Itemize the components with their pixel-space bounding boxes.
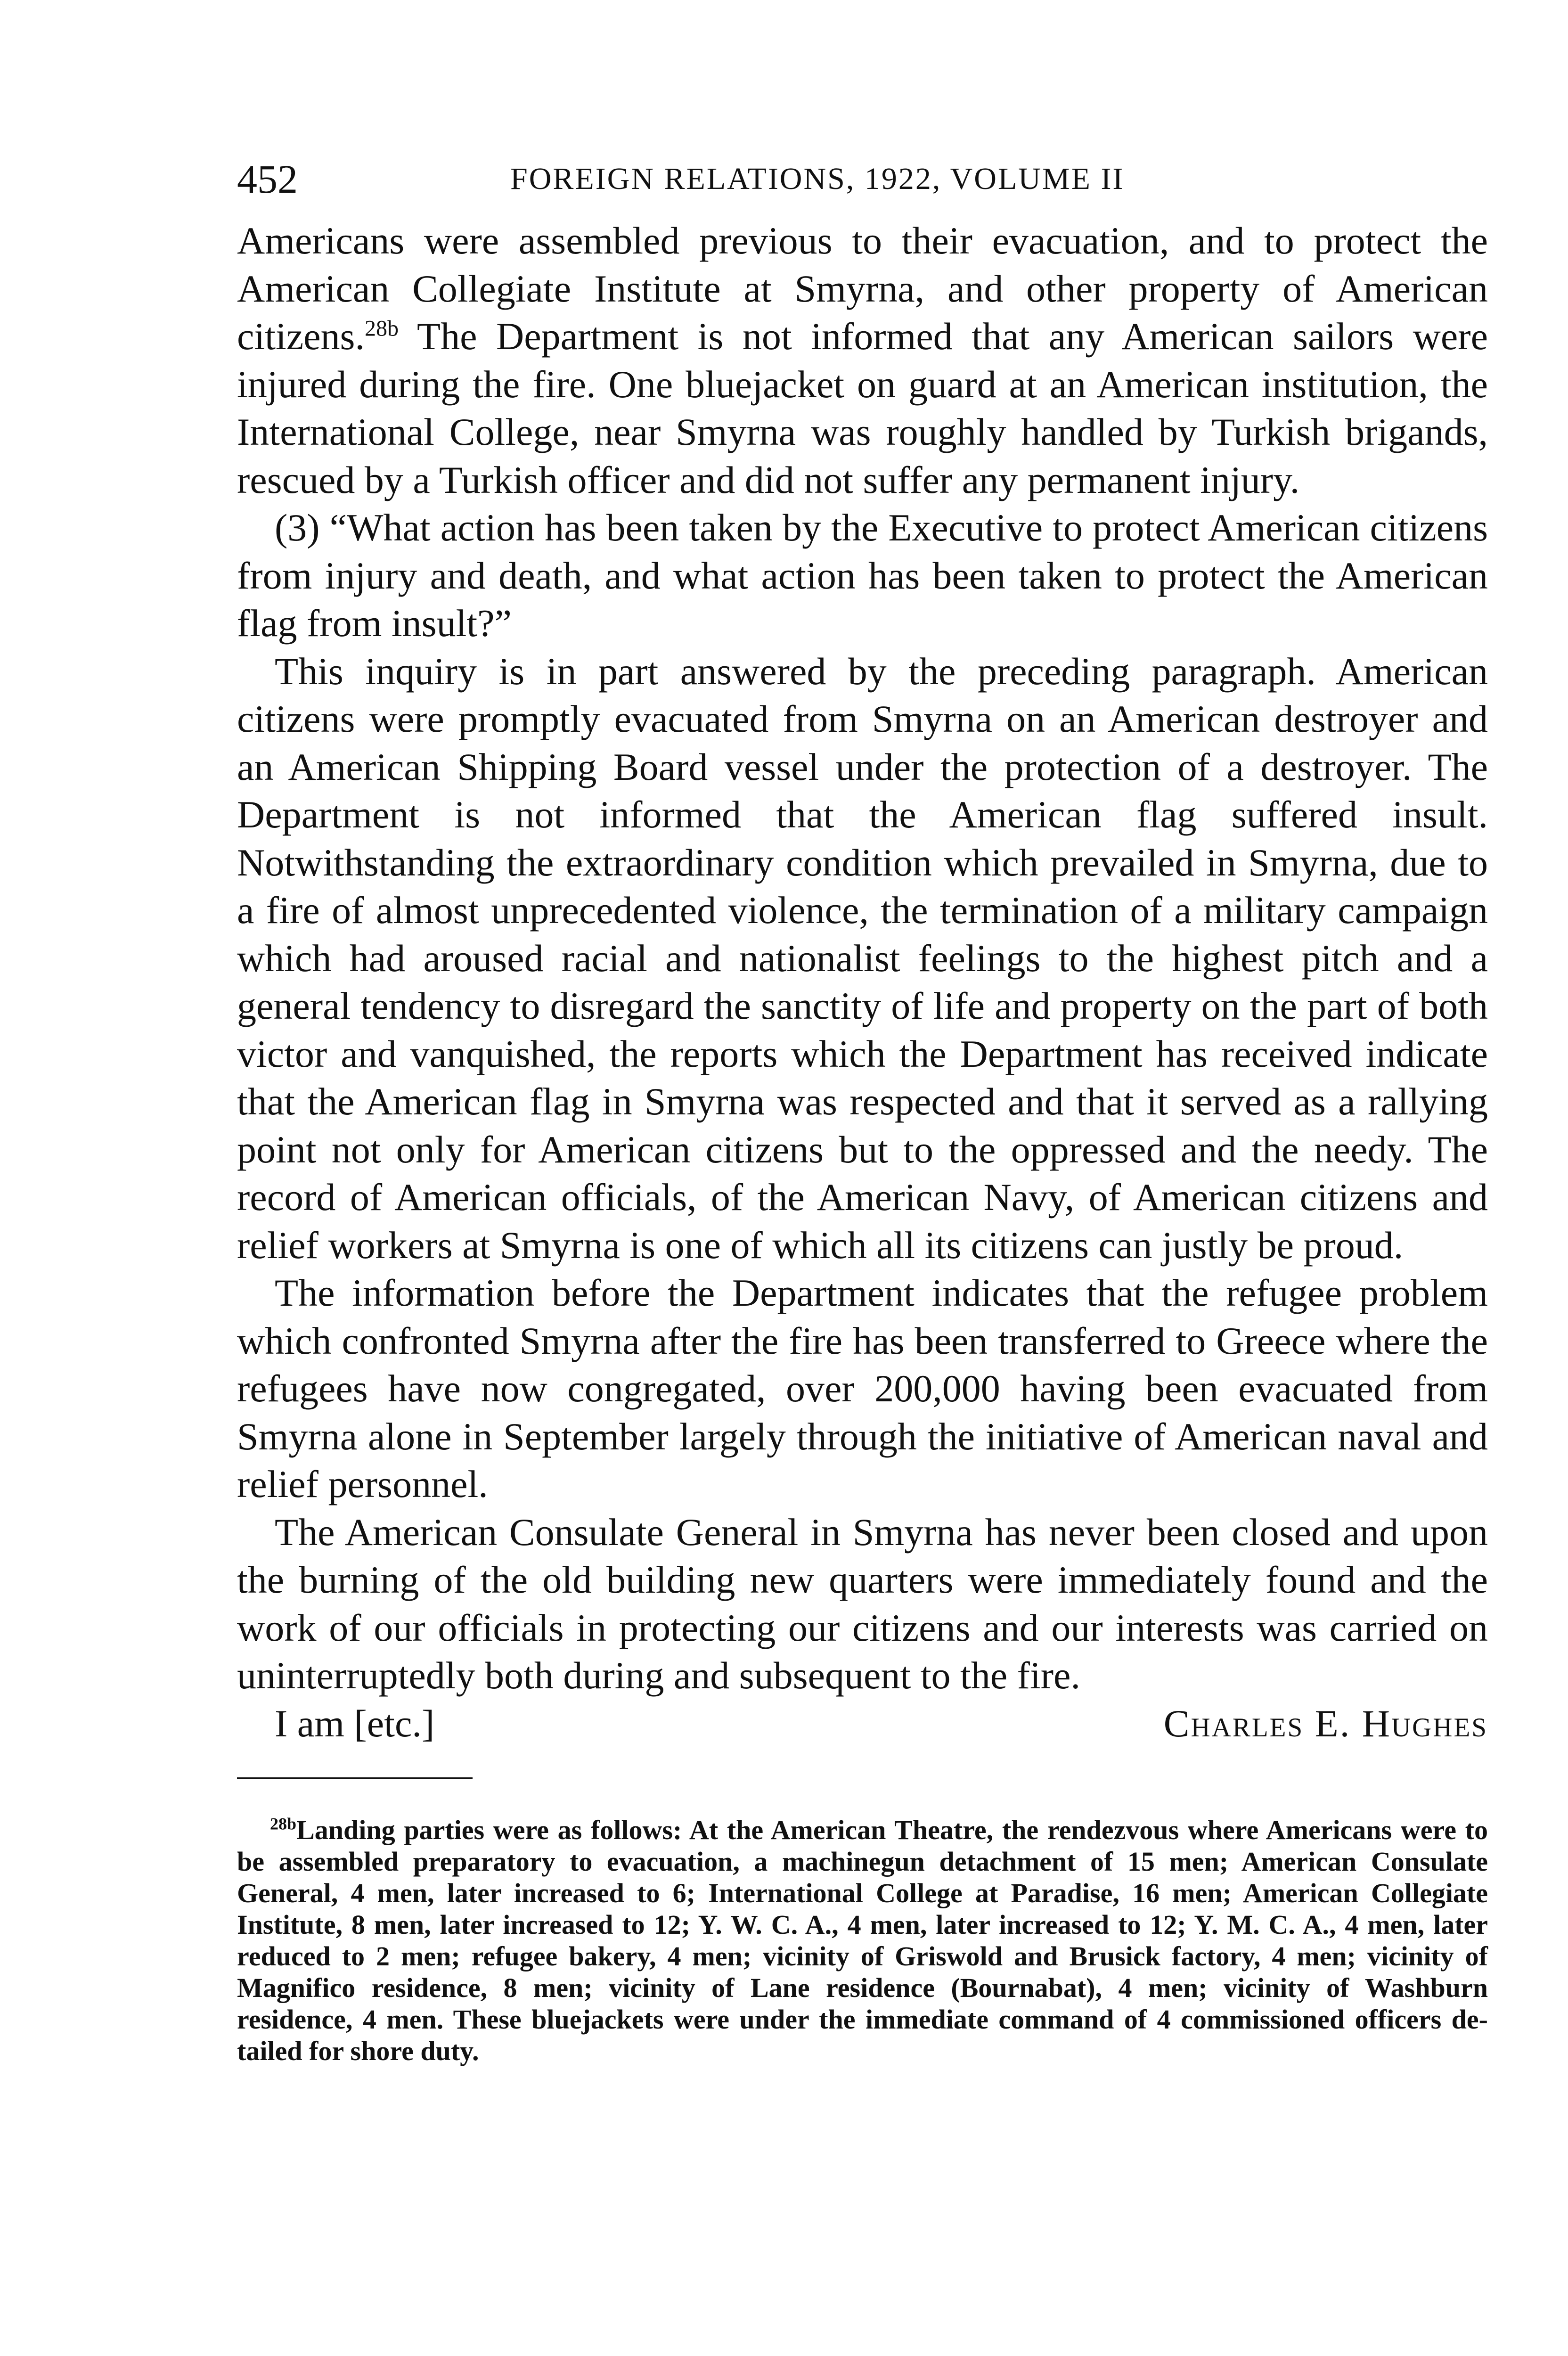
closing-formula: I am [etc.] <box>275 1702 435 1745</box>
footnote-rule <box>237 1777 473 1779</box>
paragraph-answer: This inquiry is in part answered by the preceding paragraph. American citizens were promptly evacuated from Smyrna on an American destroyer and an American Shipping Board vessel under the protection of a destroyer. The Department is not informed that the American flag suffered insult. Notwithstanding the extraordinary condition which prevailed in Smyrna, due to a fire of almost unprecedented violence, the termination of a military campaign which had aroused racial and nationalist feelings to the highest pitch and a general tendency to disregard the sanctity of life and property on the part of both victor and vanquished, the reports which the Department has received indicate that the American flag in Smyrna was respected and that it served as a rallying point not only for American citizens but to the oppressed and the needy. The record of American officials, of the American Navy, of American citizens and relief workers at Smyrna is one of which all its citizens can justly be proud. <box>237 649 1488 1267</box>
signer-name: Charles E. Hughes <box>1163 1702 1488 1745</box>
paragraph-text: The Department is not informed that any American sailors were injured during the fire. One bluejacket on guard at an American institution, the International College, near Smyrna was roughly handled by Turkish brigands, rescued by a Turkish officer and did not suffer any permanent injury. <box>237 315 1488 501</box>
paragraph-continuation <box>237 217 1488 504</box>
footnote-reference[interactable]: 28b <box>364 316 399 341</box>
document-page <box>237 141 1488 2094</box>
footnote-text: Landing parties were as follows: At the American Theatre, the rendezvous where Americans were to be assembled preparatory to evacuation, a machinegun detachment of 15 men; American Consulate General, 4 men, later increased to 6; International College at Paradise, 16 men; American Collegiate Institute, 8 men, later increased to 12; Y. W. C. A., 4 men, later increased to 12; Y. M. C. A., 4 men, later reduced to 2 men; refugee bakery, 4 men; vicinity of Griswold and Brusick factory, 4 men; vicinity of Magnifico residence, 8 men; vicinity of Lane residence (Bournabat), 4 men; vicinity of Washburn residence, 4 men. These bluejackets were under the immediate command of 4 commissioned officers detailed for shore duty. <box>237 1815 1488 2066</box>
paragraph-question: (3) “What action has been taken by the Executive to protect American citizens from injury and death, and what action has been taken to protect the American flag from insult?” <box>237 506 1488 645</box>
paragraph-text: Americans were assembled previous to their evacuation, and to protect the American Collegiate Institute at Smyrna, and other property of American citizens. <box>237 219 1488 358</box>
paragraph-consulate: The American Consulate General in Smyrna has never been closed and upon the burning of the old building new quarters were immediately found and the work of our officials in protecting our citizens and our interests was carried on uninterruptedly both during and subsequent to the fire. <box>237 1510 1488 1697</box>
paragraph-refugees: The information before the Department indicates that the refugee problem which confronted Smyrna after the fire has been transferred to Greece where the refugees have now congregated, over 200,000 having been evacuated from Smyrna alone in September largely through the initiative of American naval and relief personnel. <box>237 1271 1488 1505</box>
running-head-title: FOREIGN RELATIONS, 1922, VOLUME II <box>510 162 1125 196</box>
footnote-mark: 28b <box>270 1814 297 1833</box>
running-head <box>237 141 1488 202</box>
body-text <box>237 217 1488 1700</box>
page-number: 452 <box>237 156 298 202</box>
signature-line <box>237 1700 1488 1748</box>
footnote <box>237 1814 1488 2067</box>
